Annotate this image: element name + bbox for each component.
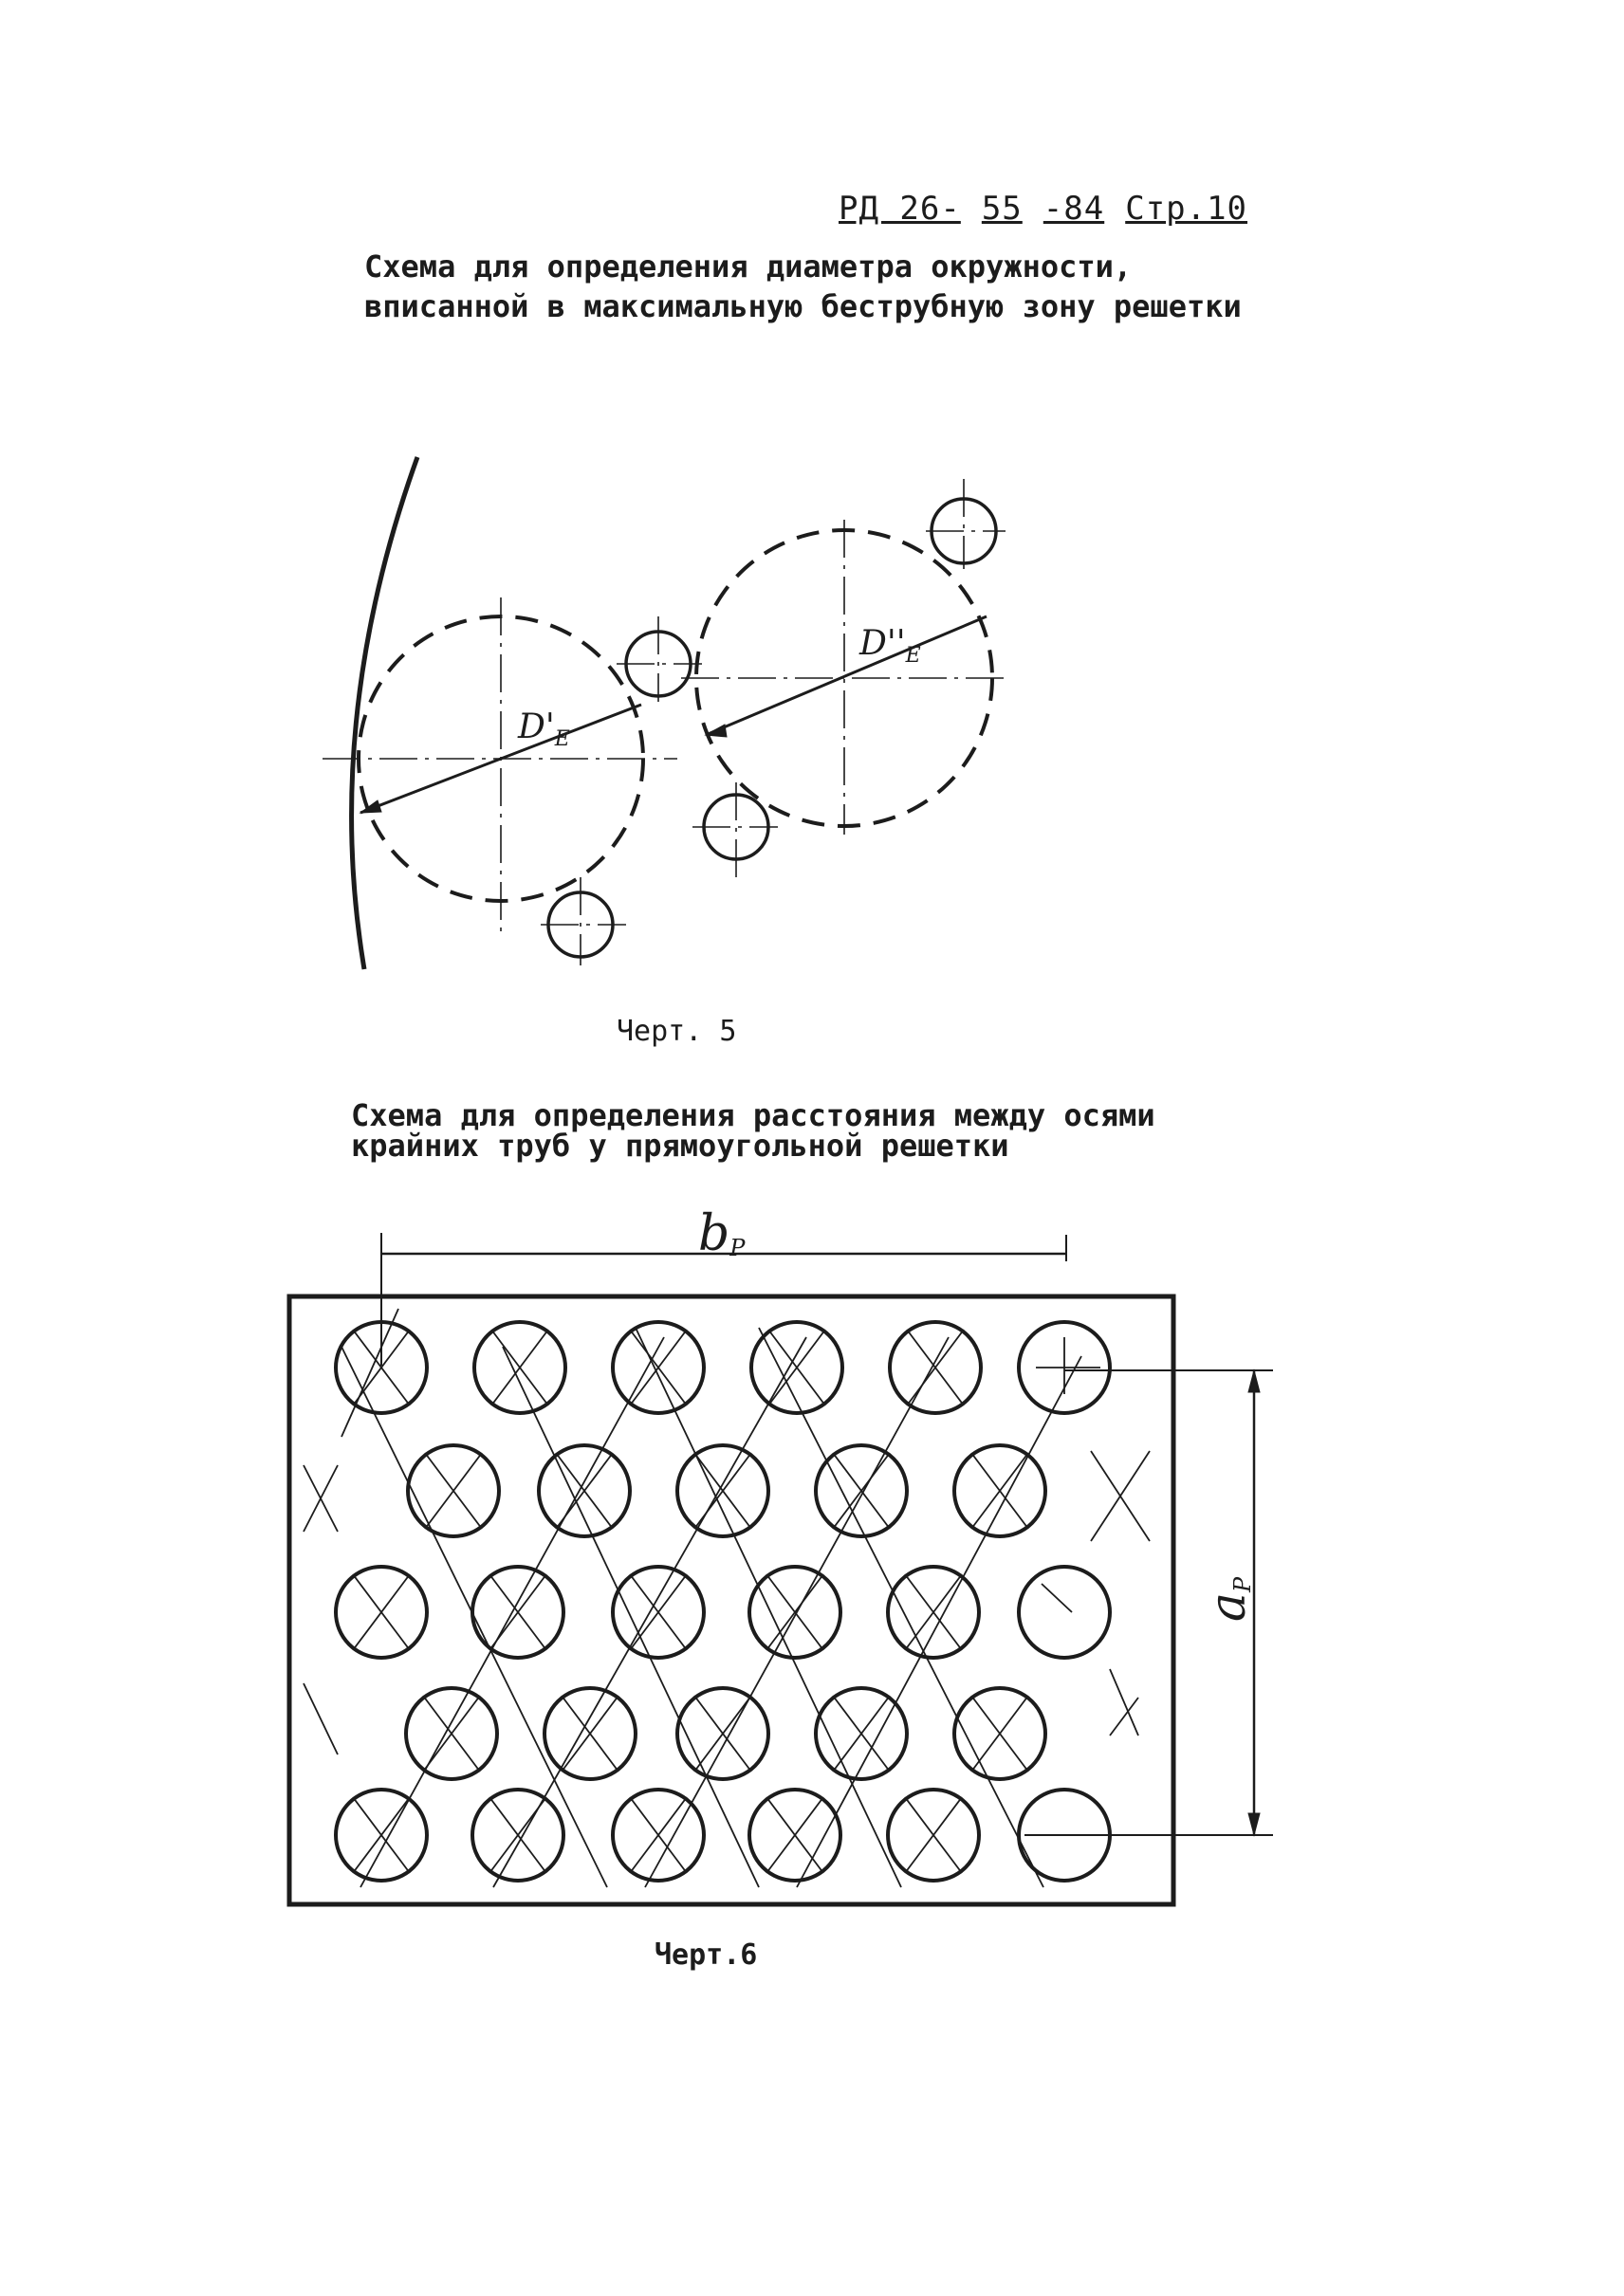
label-b: bP xyxy=(698,1205,746,1262)
figure5-title-line2: вписанной в максимальную беструбную зону решетки xyxy=(364,288,1242,324)
figure6-caption: Черт.6 xyxy=(655,1938,758,1972)
figure6-diagram xyxy=(289,1233,1273,1904)
figure6-title-line1: Схема для определения расстояния между осями xyxy=(351,1097,1155,1133)
doc-code-mid: 55 xyxy=(981,190,1023,228)
doc-code: РД 26- xyxy=(839,190,961,228)
page-label: Стр.10 xyxy=(1125,190,1248,228)
figure6-title xyxy=(351,1097,1155,1164)
figure5-diagram xyxy=(323,457,1011,969)
doc-code-end: -84 xyxy=(1043,190,1105,228)
label-d-double-prime: $D''_E$ xyxy=(859,624,921,668)
vessel-wall-arc xyxy=(352,457,417,969)
figure6-title-line2: крайних труб у прямоугольной решетки xyxy=(351,1128,1009,1164)
label-d-prime: $D'_E$ xyxy=(518,707,570,751)
label-a: aP xyxy=(1200,1576,1257,1622)
diameter-line-2 xyxy=(706,616,987,735)
figure5-title-line1: Схема для определения диаметра окружности, xyxy=(364,248,1133,285)
figure5-caption: Черт. 5 xyxy=(617,1015,737,1048)
